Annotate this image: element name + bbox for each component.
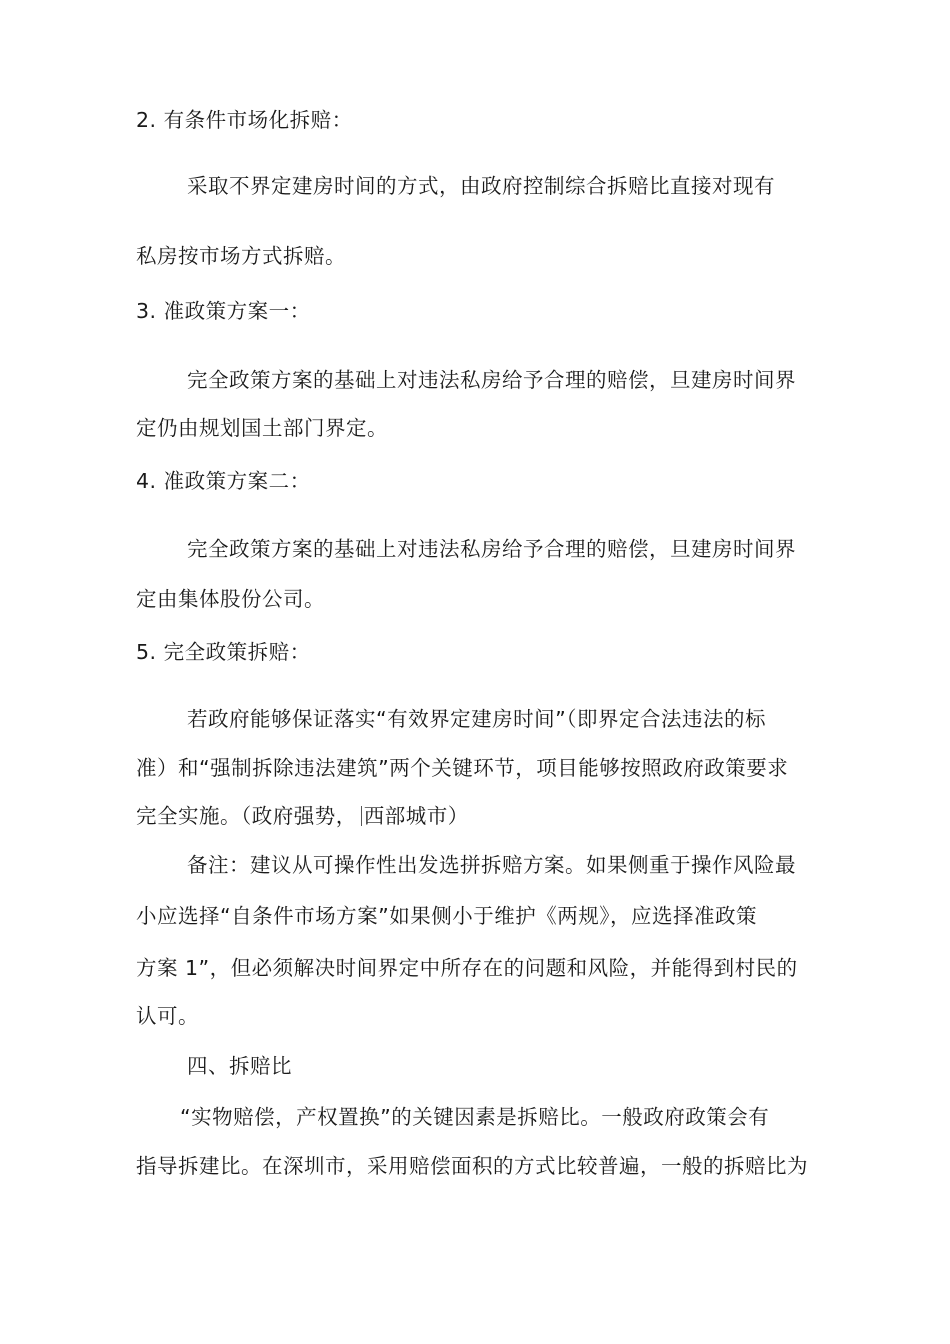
paragraph-line: 若政府能够保证落实“有效界定建房时间”（即界定合法违法的标 <box>187 707 766 731</box>
paragraph-line: 完全政策方案的基础上对违法私房给予合理的赔偿，旦建房时间界 <box>187 537 796 561</box>
paragraph-line: 指导拆建比。在深圳市，采用赔偿面积的方式比较普遍，一般的拆赔比为 <box>136 1154 808 1178</box>
note-line: 备注：建议从可操作性出发选拼拆赔方案。如果侧重于操作风险最 <box>187 853 796 877</box>
paragraph-line: “实物赔偿，产权置换”的关键因素是拆赔比。一般政府政策会有 <box>180 1105 770 1129</box>
paragraph-line: 私房按市场方式拆赔。 <box>136 244 346 268</box>
paragraph-line: 采取不界定建房时间的方式，由政府控制综合拆赔比直接对现有 <box>187 174 775 198</box>
heading-option-2: 2. 有条件市场化拆赔： <box>136 108 353 132</box>
paragraph-line: 定仍由规划国土部门界定。 <box>136 416 388 440</box>
paragraph-line-part: 完全实施。（政府强势， <box>136 804 357 828</box>
paragraph-line-part: 西部城市） <box>363 804 469 828</box>
paragraph-line: 完全政策方案的基础上对违法私房给予合理的赔偿，旦建房时间界 <box>187 368 796 392</box>
heading-option-3: 3. 准政策方案一： <box>136 299 311 323</box>
section-heading: 四、拆赔比 <box>187 1054 292 1078</box>
paragraph-line: 准）和“强制拆除违法建筑”两个关键环节，项目能够按照政府政策要求 <box>136 756 789 780</box>
note-line: 方案 1”，但必须解决时间界定中所存在的问题和风险，并能得到村民的 <box>136 956 798 980</box>
paragraph-line: 定由集体股份公司。 <box>136 587 325 611</box>
paragraph-line-with-mark <box>136 802 469 830</box>
text-cursor-mark <box>361 806 362 826</box>
heading-option-5: 5. 完全政策拆赔： <box>136 640 311 664</box>
heading-option-4: 4. 准政策方案二： <box>136 469 311 493</box>
note-line: 认可。 <box>136 1004 199 1028</box>
note-line: 小应选择“自条件市场方案”如果侧小于维护《两规》，应选择准政策 <box>136 904 757 928</box>
